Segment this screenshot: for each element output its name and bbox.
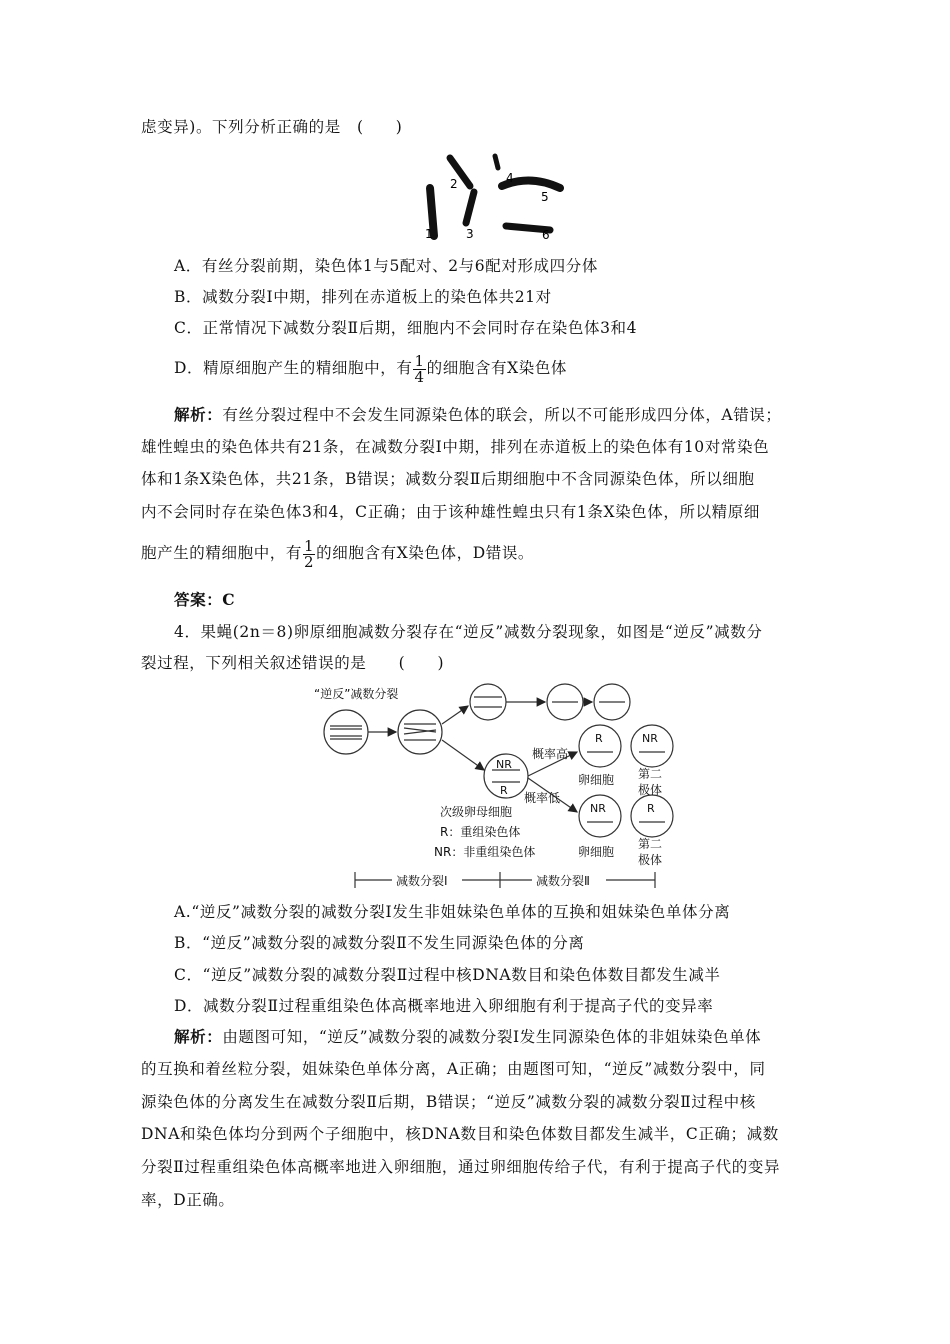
q3-option-a: A．有丝分裂前期，染色体1与5配对、2与6配对形成四分体 [174, 257, 598, 275]
chromosome-figure [410, 148, 570, 243]
label-polar-body-high-1: 第二 [638, 767, 663, 781]
q3-stem-tail: 虑变异)。下列分析正确的是 ( ) [141, 118, 403, 136]
legend-nr: NR：非重组染色体 [434, 845, 536, 859]
q4-analysis-line-1: 解析：由题图可知，“逆反”减数分裂的减数分裂Ⅰ发生同源染色体的非姐妹染色单体 [174, 1027, 762, 1046]
label-nr-low-egg: NR [590, 802, 606, 815]
q3-answer: 答案：C [174, 590, 236, 609]
q3-analysis-line-4: 内不会同时存在染色体3和4，C正确；由于该种雄性蝗虫只有1条X染色体，所以精原细 [141, 503, 760, 521]
q3-option-d: D．精原细胞产生的精细胞中，有 $\frac{1}{4}$ 的细胞含有X染色体 [174, 351, 568, 386]
chromosome-label-1: 1 [425, 227, 433, 241]
q4-option-b: B．“逆反”减数分裂的减数分裂Ⅱ不发生同源染色体的分离 [174, 934, 585, 952]
label-egg-cell-low: 卵细胞 [578, 845, 615, 859]
label-nr-oocyte: NR [496, 758, 512, 771]
q4-option-a: A.“逆反”减数分裂的减数分裂Ⅰ发生非姐妹染色单体的互换和姐妹染色单体分离 [174, 903, 731, 921]
q4-analysis-line-6: 率，D正确。 [141, 1191, 235, 1209]
label-r-low-polar: R [647, 802, 655, 815]
q4-analysis-line-5: 分裂Ⅱ过程重组染色体高概率地进入卵细胞，通过卵细胞传给子代，有利于提高子代的变异 [141, 1158, 781, 1176]
label-egg-cell-high: 卵细胞 [578, 773, 615, 787]
q3-analysis-line-3: 体和1条X染色体，共21条，B错误；减数分裂Ⅱ后期细胞中不含同源染色体，所以细胞 [141, 470, 755, 488]
label-secondary-oocyte: 次级卵母细胞 [440, 805, 513, 819]
fraction-one-quarter: $\frac{1}{4}$ [414, 351, 425, 386]
label-polar-body-low-2: 极体 [638, 853, 663, 867]
fraction-one-half: $\frac{1}{2}$ [304, 536, 315, 571]
reverse-meiosis-diagram [310, 682, 690, 892]
label-r-high-egg: R [595, 732, 603, 745]
label-nr-high-polar: NR [642, 732, 658, 745]
q4-analysis-line-4: DNA和染色体均分到两个子细胞中，核DNA数目和染色体数目都发生减半，C正确；减数 [141, 1125, 779, 1143]
q3-analysis-line-1: 解析：有丝分裂过程中不会发生同源染色体的联会，所以不可能形成四分体，A错误； [174, 405, 782, 424]
chromosome-label-5: 5 [541, 190, 549, 204]
diagram-title: “逆反”减数分裂 [314, 687, 399, 701]
label-stage-1: 减数分裂Ⅰ [396, 874, 448, 888]
q3-option-b: B．减数分裂Ⅰ中期，排列在赤道板上的染色体共21对 [174, 288, 552, 306]
label-polar-body-low-1: 第二 [638, 837, 663, 851]
q3-option-c: C．正常情况下减数分裂Ⅱ后期，细胞内不会同时存在染色体3和4 [174, 319, 638, 337]
chromosome-label-2: 2 [450, 177, 458, 191]
q3-analysis-line-2: 雄性蝗虫的染色体共有21条，在减数分裂Ⅰ中期，排列在赤道板上的染色体有10对常染色 [141, 438, 770, 456]
chromosome-label-3: 3 [466, 227, 474, 241]
label-prob-high: 概率高 [532, 747, 569, 761]
q3-analysis-line-5: 胞产生的精细胞中，有 $\frac{1}{2}$ 的细胞含有X染色体，D错误。 [141, 536, 535, 571]
q4-option-c: C．“逆反”减数分裂的减数分裂Ⅱ过程中核DNA数目和染色体数目都发生减半 [174, 966, 721, 984]
legend-r: R：重组染色体 [440, 825, 521, 839]
chromosome-label-4: 4 [506, 171, 514, 185]
q4-analysis-line-3: 源染色体的分离发生在减数分裂Ⅱ后期，B错误；“逆反”减数分裂的减数分裂Ⅱ过程中核 [141, 1093, 756, 1111]
q4-stem-line-1: 4．果蝇(2n＝8)卵原细胞减数分裂存在“逆反”减数分裂现象，如图是“逆反”减数分 [174, 623, 763, 641]
label-stage-2: 减数分裂Ⅱ [536, 874, 590, 888]
q4-stem-line-2: 裂过程，下列相关叙述错误的是 ( ) [141, 654, 445, 672]
label-r-oocyte: R [500, 784, 508, 797]
q4-analysis-line-2: 的互换和着丝粒分裂，姐妹染色单体分离，A正确；由题图可知，“逆反”减数分裂中，同 [141, 1060, 766, 1078]
label-polar-body-high-2: 极体 [638, 783, 663, 797]
label-prob-low: 概率低 [524, 791, 561, 805]
q4-option-d: D．减数分裂Ⅱ过程重组染色体高概率地进入卵细胞有利于提高子代的变异率 [174, 997, 714, 1015]
chromosome-label-6: 6 [542, 228, 550, 242]
